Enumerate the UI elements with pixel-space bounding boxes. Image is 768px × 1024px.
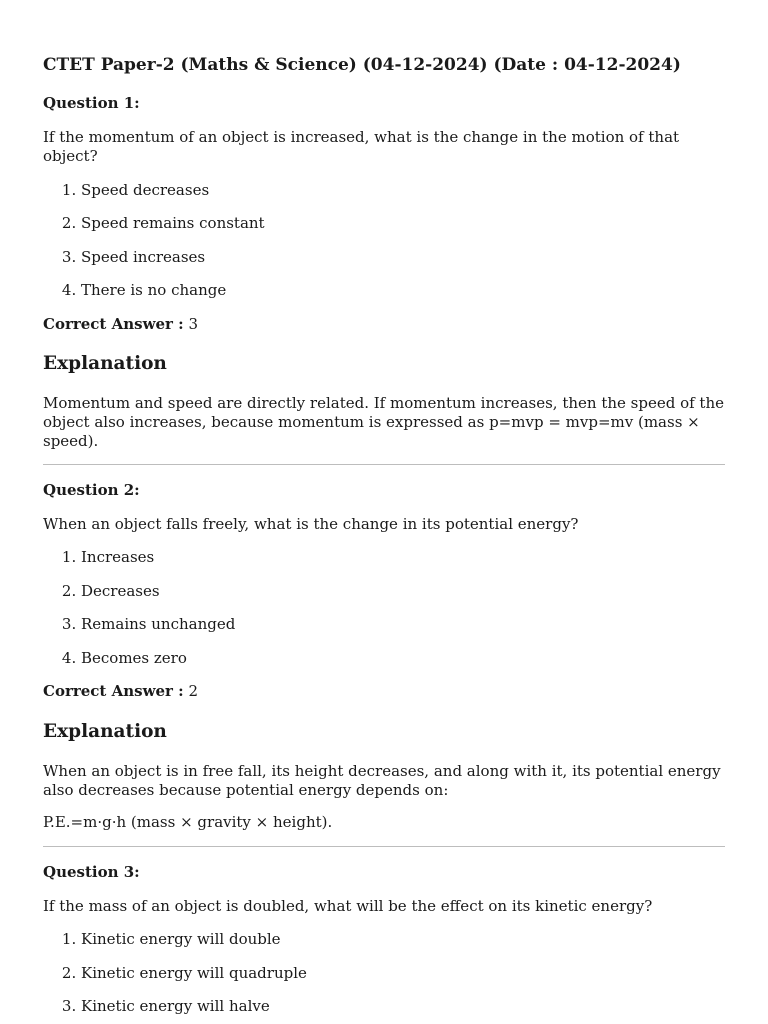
option-item: 1. Speed decreases <box>81 181 725 201</box>
options-list <box>43 930 725 1017</box>
question-block-3 <box>43 863 725 1017</box>
question-text: When an object falls freely, what is the change in its potential energy? <box>43 514 579 533</box>
correct-answer-value: 3 <box>188 314 199 333</box>
option-item: 2. Kinetic energy will quadruple <box>81 964 725 984</box>
options-list <box>43 181 725 301</box>
option-item: 1. Kinetic energy will double <box>81 930 725 950</box>
question-label: Question 3: <box>43 863 140 882</box>
question-block-2 <box>43 481 725 832</box>
correct-answer-label: Correct Answer : <box>43 314 184 333</box>
explanation-text: When an object is in free fall, its height decreases, and along with it, its potential energy also decreases because potential energy depends on: <box>43 761 721 799</box>
correct-answer-value: 2 <box>188 682 199 701</box>
explanation-heading: Explanation <box>43 720 167 742</box>
question-text: If the mass of an object is doubled, what will be the effect on its kinetic energy? <box>43 896 653 915</box>
option-item: 3. Speed increases <box>81 248 725 268</box>
option-item: 2. Decreases <box>81 582 725 602</box>
option-item: 4. Becomes zero <box>81 649 725 669</box>
page-title: CTET Paper-2 (Maths & Science) (04-12-2024) (Date : 04-12-2024) <box>43 55 681 75</box>
question-block-1 <box>43 94 725 450</box>
section-divider <box>43 464 725 465</box>
explanation-heading: Explanation <box>43 353 167 375</box>
option-item: 3. Remains unchanged <box>81 615 725 635</box>
option-item: 2. Speed remains constant <box>81 214 725 234</box>
option-item: 4. There is no change <box>81 281 725 301</box>
explanation-text: Momentum and speed are directly related. If momentum increases, then the speed of the object also increases, because momentum is expressed as p=mvp = mvp=mv (mass × speed). <box>43 394 724 450</box>
option-item: 3. Kinetic energy will halve <box>81 997 725 1017</box>
question-label: Question 2: <box>43 481 140 500</box>
correct-answer <box>43 315 725 335</box>
correct-answer <box>43 682 725 702</box>
correct-answer-label: Correct Answer : <box>43 682 184 701</box>
formula-text: P.E.=m·g·h (mass × gravity × height). <box>43 813 333 832</box>
options-list <box>43 548 725 668</box>
question-label: Question 1: <box>43 94 140 113</box>
question-text: If the momentum of an object is increased, what is the change in the motion of that object? <box>43 127 680 166</box>
section-divider <box>43 846 725 847</box>
option-item: 1. Increases <box>81 548 725 568</box>
